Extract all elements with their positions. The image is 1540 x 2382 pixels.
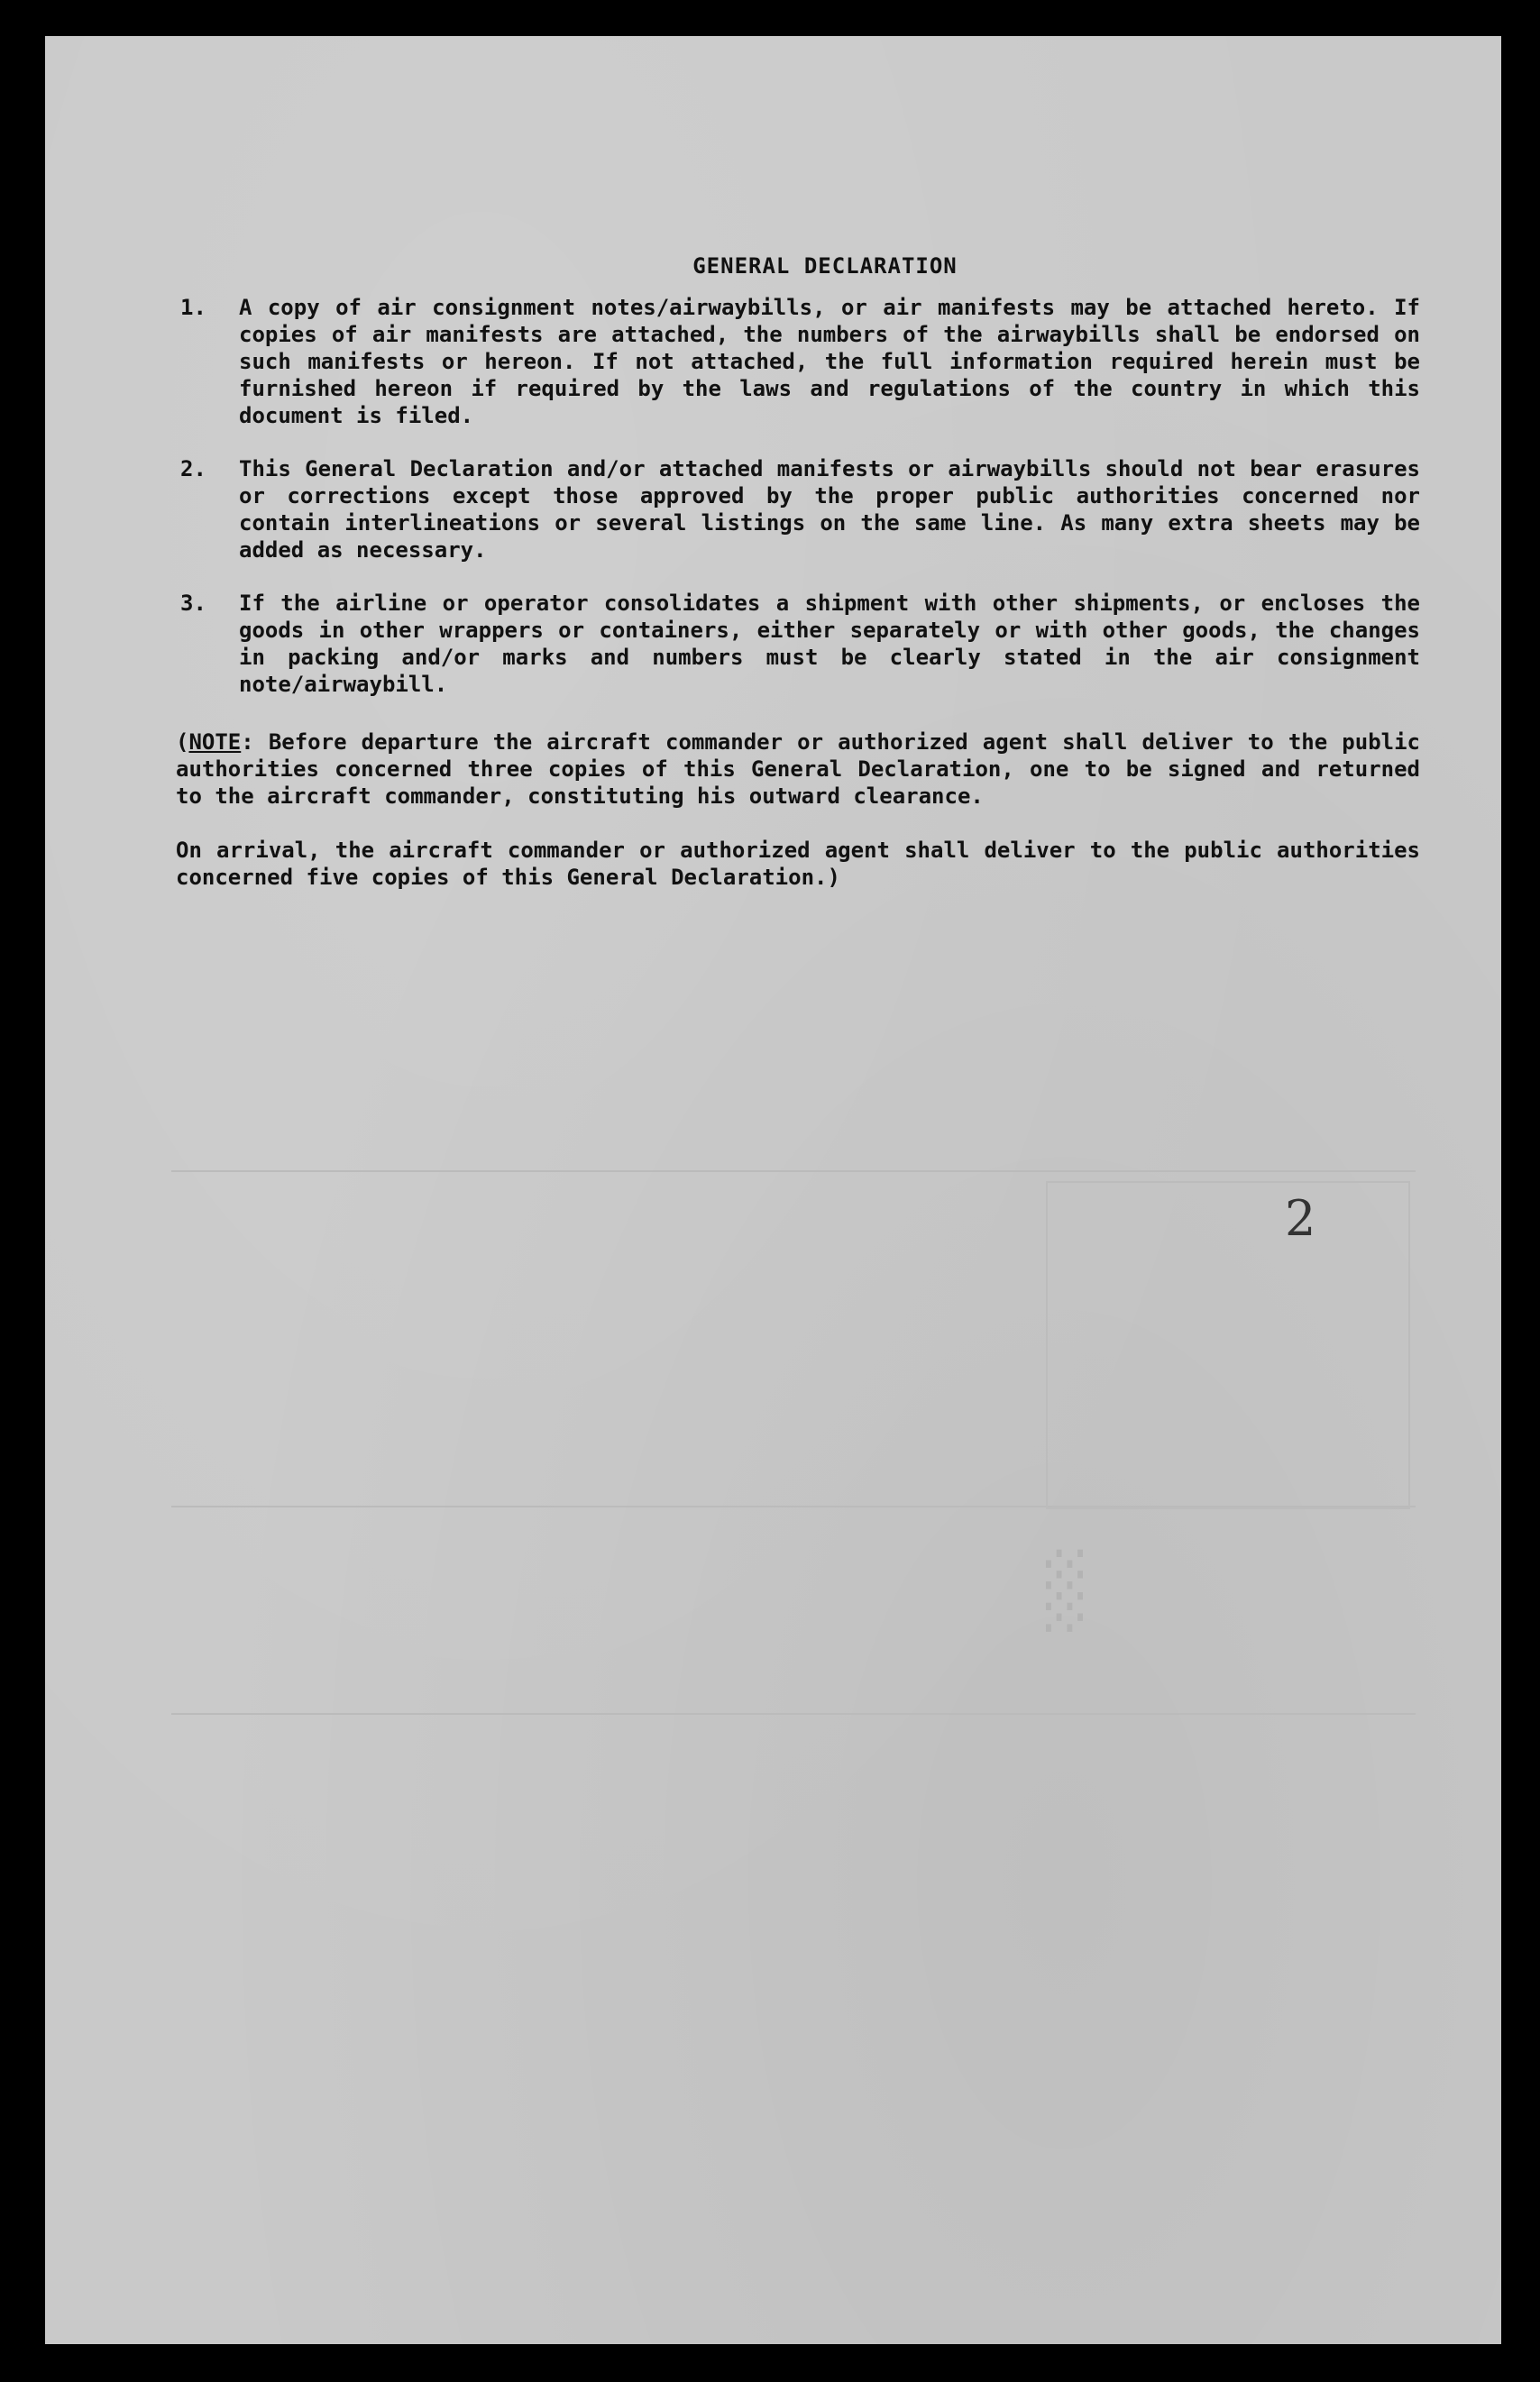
note-label-suffix: : [241, 729, 254, 755]
note-paragraph [176, 728, 1420, 810]
declaration-body [176, 252, 1420, 918]
note-label: NOTE [188, 729, 242, 755]
document-page [45, 36, 1501, 2344]
note-paragraph-arrival: On arrival, the aircraft commander or authorized agent shall deliver to the public authorities concerned five copies of this General Declaration.) [176, 838, 1420, 890]
note-section [176, 728, 1420, 891]
handwritten-mark: 2 [1285, 1190, 1316, 1247]
page-title: GENERAL DECLARATION [692, 253, 958, 279]
bleed-through-box [1046, 1181, 1410, 1509]
list-item [176, 590, 1420, 698]
note-open-paren: ( [176, 729, 189, 755]
item-text: A copy of air consignment notes/airwaybills, or air manifests may be attached hereto. If copies of air manifests are attached, the numbers of the airwaybills shall be endorsed on such manifests or hereon. If not attached, the full information required herein must be furnished hereon if required by the laws and regulations of the country in which this document is filed. [239, 295, 1420, 428]
list-item [176, 455, 1420, 563]
bleed-through-rule [171, 1170, 1416, 1172]
item-text: If the airline or operator consolidates a shipment with other shipments, or encloses the goods in other wrappers or containers, either separately or with other goods, the changes in packing and/or marks and numbers must be clearly stated in the air consignment note/airwaybill. [239, 591, 1420, 697]
list-item [176, 294, 1420, 429]
item-number: 1. [180, 295, 206, 320]
note-text: Before departure the aircraft commander or authorized agent shall deliver to the public authorities concerned three copies of this General Declaration, one to be signed and returned to the aircraft commander, constituting his outward clearance. [176, 729, 1420, 809]
item-number: 3. [180, 591, 206, 616]
bleed-through-rule [171, 1713, 1416, 1715]
item-number: 2. [180, 456, 206, 481]
item-text: This General Declaration and/or attached manifests or airwaybills should not bear erasures or corrections except those approved by the proper public authorities concerned nor contain interlineations or several listings on the same line. As many extra sheets may be added as necessary. [239, 456, 1420, 563]
bleed-through-text: ░ [1037, 1551, 1083, 1632]
